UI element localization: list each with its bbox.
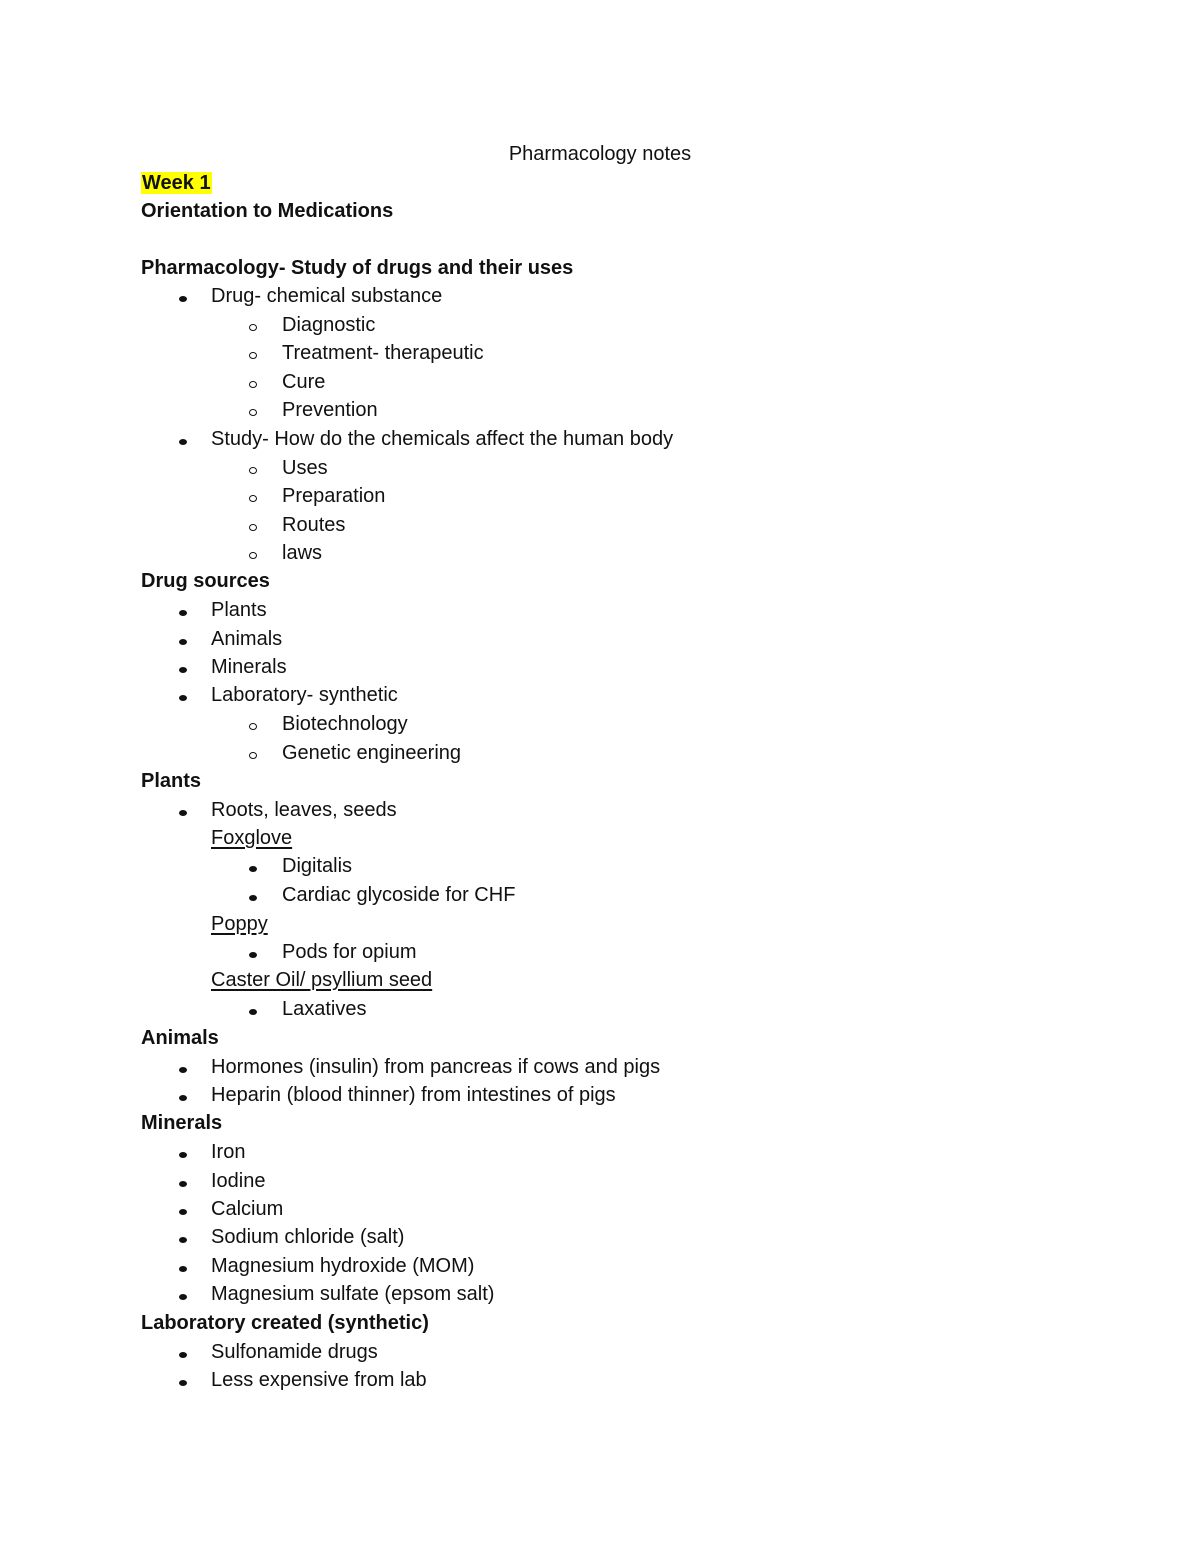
- list-item: Roots, leaves, seeds: [0, 796, 1200, 824]
- week-heading: [141, 169, 212, 197]
- bullet-icon: [179, 1209, 187, 1215]
- bullet-icon: [179, 810, 187, 816]
- section-heading: Orientation to Medications: [141, 200, 394, 222]
- circle-bullet-icon: [249, 752, 257, 759]
- list-item: Magnesium sulfate (epsom salt): [0, 1280, 1200, 1308]
- pharmacology-heading: Pharmacology- Study of drugs and their uses: [141, 257, 574, 279]
- list-item: Hormones (insulin) from pancreas if cows and pigs: [0, 1053, 1200, 1081]
- minerals-heading: Minerals: [141, 1112, 223, 1134]
- list-item: Uses: [0, 454, 1200, 482]
- bullet-icon: [179, 1294, 187, 1300]
- foxglove-subheading: Foxglove: [211, 827, 293, 849]
- bullet-icon: [179, 695, 187, 701]
- list-item: Plants: [0, 596, 1200, 624]
- bullet-icon: [249, 866, 257, 872]
- circle-bullet-icon: [249, 524, 257, 531]
- subheading-row: [0, 910, 1200, 938]
- list-item: Minerals: [0, 653, 1200, 681]
- list-item: Biotechnology: [0, 710, 1200, 738]
- list-item: Sodium chloride (salt): [0, 1223, 1200, 1251]
- week-highlight: Week 1: [142, 172, 211, 194]
- subheading-row: [0, 966, 1200, 994]
- bullet-icon: [179, 1352, 187, 1358]
- list-item: Diagnostic: [0, 311, 1200, 339]
- bullet-icon: [249, 895, 257, 901]
- list-item: Preparation: [0, 482, 1200, 510]
- bullet-icon: [249, 1009, 257, 1015]
- plants-heading: Plants: [141, 770, 202, 792]
- circle-bullet-icon: [249, 552, 257, 559]
- list-item: Sulfonamide drugs: [0, 1338, 1200, 1366]
- document-title: Pharmacology notes: [508, 143, 692, 165]
- circle-bullet-icon: [249, 723, 257, 730]
- bullet-icon: [179, 667, 187, 673]
- list-item: Prevention: [0, 396, 1200, 424]
- list-item: Heparin (blood thinner) from intestines of pigs: [0, 1081, 1200, 1109]
- bullet-icon: [179, 1181, 187, 1187]
- laboratory-heading: Laboratory created (synthetic): [141, 1312, 429, 1334]
- bullet-icon: [179, 1266, 187, 1272]
- circle-bullet-icon: [249, 324, 257, 331]
- bullet-icon: [179, 439, 187, 445]
- bullet-icon: [179, 1237, 187, 1243]
- list-item: Drug- chemical substance: [0, 282, 1200, 310]
- bullet-icon: [179, 1152, 187, 1158]
- list-item: Iodine: [0, 1167, 1200, 1195]
- bullet-icon: [179, 1095, 187, 1101]
- circle-bullet-icon: [249, 381, 257, 388]
- list-item: Cure: [0, 368, 1200, 396]
- list-item: Calcium: [0, 1195, 1200, 1223]
- list-item: Cardiac glycoside for CHF: [0, 881, 1200, 909]
- caster-oil-subheading: Caster Oil/ psyllium seed: [211, 969, 433, 991]
- circle-bullet-icon: [249, 467, 257, 474]
- list-item: Less expensive from lab: [0, 1366, 1200, 1394]
- bullet-icon: [179, 639, 187, 645]
- list-item: Pods for opium: [0, 938, 1200, 966]
- bullet-icon: [179, 1380, 187, 1386]
- subheading-row: [0, 824, 1200, 852]
- poppy-subheading: Poppy: [211, 913, 268, 935]
- bullet-icon: [249, 952, 257, 958]
- animals-heading: Animals: [141, 1027, 219, 1049]
- list-item: Iron: [0, 1138, 1200, 1166]
- list-item: Laxatives: [0, 995, 1200, 1023]
- list-item: Treatment- therapeutic: [0, 339, 1200, 367]
- list-item: Genetic engineering: [0, 739, 1200, 767]
- bullet-icon: [179, 610, 187, 616]
- bullet-icon: [179, 1067, 187, 1073]
- list-item: Animals: [0, 625, 1200, 653]
- list-item: Routes: [0, 511, 1200, 539]
- list-item: Magnesium hydroxide (MOM): [0, 1252, 1200, 1280]
- circle-bullet-icon: [249, 495, 257, 502]
- list-item: laws: [0, 539, 1200, 567]
- list-item: Digitalis: [0, 852, 1200, 880]
- list-item: Laboratory- synthetic: [0, 681, 1200, 709]
- drug-sources-heading: Drug sources: [141, 570, 270, 592]
- list-item: Study- How do the chemicals affect the human body: [0, 425, 1200, 453]
- circle-bullet-icon: [249, 352, 257, 359]
- circle-bullet-icon: [249, 409, 257, 416]
- bullet-icon: [179, 296, 187, 302]
